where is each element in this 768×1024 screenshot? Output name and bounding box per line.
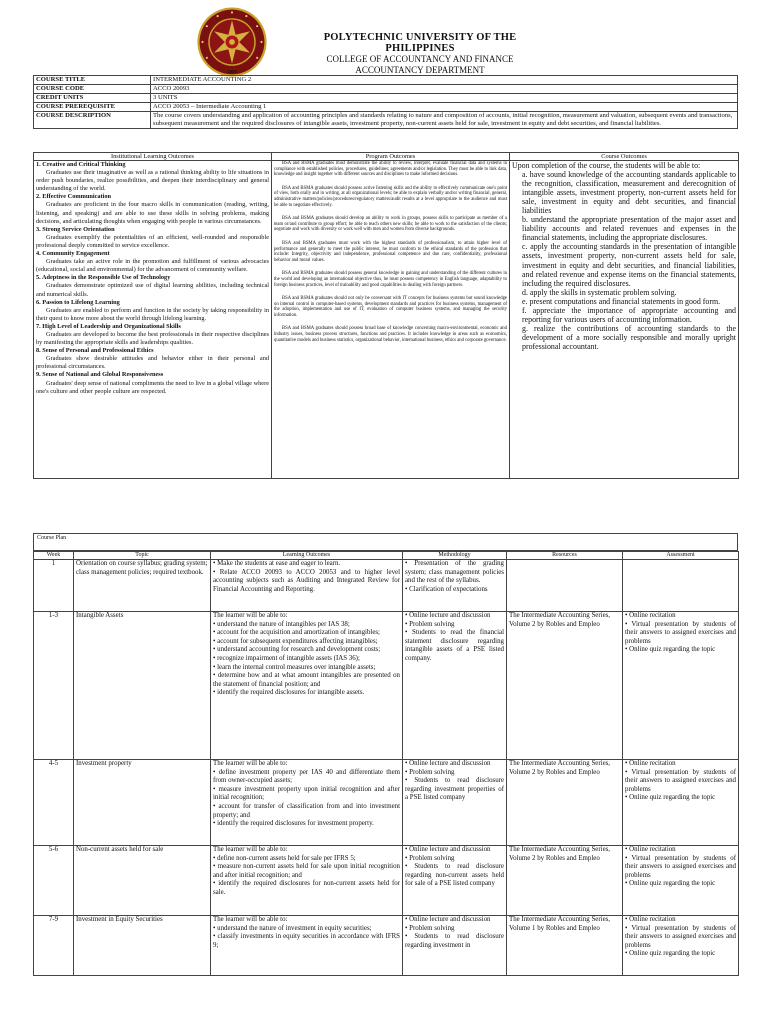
plan-assessment: [623, 612, 739, 760]
methodology-item: • Students to read disclosure regarding non-current assets held for sale of a PSE listed company: [405, 863, 504, 888]
ilo-title: 2. Effective Communication: [36, 193, 112, 201]
info-value: INTERMEDIATE ACCOUNTING 2: [151, 76, 738, 85]
plan-methodology: [403, 846, 507, 916]
ilo-title: 1. Creative and Critical Thinking: [36, 161, 126, 168]
ilo-text: Graduates show desirable attitudes and behavior either in their personal and professional circumstances.: [36, 355, 269, 371]
learning-outcome-item: • recognize impairment of intangible assets (IAS 36);: [213, 654, 360, 662]
plan-assessment: [623, 846, 739, 916]
info-row: [34, 85, 738, 94]
course-plan-table: [33, 551, 739, 976]
info-label: COURSE PREREQUISITE: [34, 103, 151, 112]
university-seal-icon: [196, 6, 268, 78]
ilo-title: 9. Sense of National and Global Responsiveness: [36, 371, 164, 379]
learning-outcome-item: • account for subsequent expenditures affecting intangibles;: [213, 637, 378, 645]
ilo-text: Graduates demonstrate optimized use of digital learning abilities, including technical and numerical skills.: [36, 282, 269, 298]
learning-outcome-item: The learner will be able to:: [213, 916, 288, 923]
info-row: [34, 103, 738, 112]
learning-outcome-item: The learner will be able to:: [213, 612, 288, 619]
ilo-title: 5. Adeptness in the Responsible Use of Technology: [36, 274, 171, 282]
plan-resources: The Intermediate Accounting Series, Volume 1 by Robles and Empleo: [507, 916, 623, 976]
course-outcome-item: g. realize the contributions of accounting standards to the development of a more socially responsible and morally upright professional accountant.: [522, 323, 736, 351]
plan-methodology: [403, 916, 507, 976]
info-value: 3 UNITS: [151, 94, 738, 103]
assessment-item: • Online recitation: [625, 760, 676, 767]
ilo-text: Graduates exemplify the potentialities of an efficient, well-rounded and responsible professional deeply committed to service excellence.: [36, 233, 269, 249]
learning-outcome-item: • classify investments in equity securities in accordance with IFRS 9;: [213, 933, 400, 949]
info-row: [34, 94, 738, 103]
assessment-item: • Online quiz regarding the topic: [625, 950, 716, 958]
plan-resources: The Intermediate Accounting Series, Volume 2 by Robles and Empleo: [507, 846, 623, 916]
info-row: [34, 112, 738, 129]
po-header: Program Outcomes: [272, 153, 510, 161]
info-value: The course covers understanding and application of accounting principles and standards relating to nature and composition of accounts, initial recognition, measurement and valuation, subsequent events and transactions, subsequent measurement and the required disclosures of intangible assets, investment property, non-current assets held for sale, investment in equity and debt securities, and financial liabilities.: [151, 112, 738, 129]
info-label: COURSE TITLE: [34, 76, 151, 85]
program-outcome: BSA and BSMA graduates should possess general knowledge in gaining and understanding of the different cultures in the world and developing an international objective thus, he must possess competency in English language, adaptability to foreign business practices, level of trainability and good capabilities in dealing with foreign partners.: [274, 271, 507, 288]
program-outcome: BSA and BSMA graduates should possess broad base of knowledge concerning macro-environmental, economic and industry issues, business process structures, functions and practices. It includes knowledge in areas such as economics, quantitative models and business statistics, organizational behavior, international business, ethics and corporate governance.: [274, 326, 507, 343]
plan-topic: Non-current assets held for sale: [74, 846, 211, 916]
learning-outcome-item: • learn the internal control measures over intangible assets;: [213, 663, 376, 671]
course-plan-title: Course Plan: [33, 533, 738, 551]
learning-outcome-item: The learner will be able to:: [213, 846, 288, 853]
ilo-text: Graduates are proficient in the four macro skills in communication (reading, writing, listening, and speaking) and are able to use these skills in solving problems, making decisions, and articulating thoughts when engaging with people in various circumstances.: [36, 201, 269, 225]
learning-outcome-item: • define non-current assets held for sale per IFRS 5;: [213, 854, 356, 862]
plan-resources: The Intermediate Accounting Series, Volume 2 by Robles and Empleo: [507, 760, 623, 846]
ilo-cell: [34, 161, 272, 479]
methodology-item: • Students to read disclosure regarding investment properties of a PSE listed company: [405, 777, 504, 802]
program-outcome: BSA and BSMA graduates should develop an ability to work in groups, possess skills to participate as member of a team or/and contribute to group effort; be able to teach others new skills; be able to work to the satisfaction of the clients; negotiate and work with diversity or work well with men and women from diverse backgrounds.: [274, 216, 507, 233]
ilo-title: 7. High Level of Leadership and Organizational Skills: [36, 322, 181, 330]
assessment-item: • Online quiz regarding the topic: [625, 880, 716, 888]
plan-learning-outcomes: [211, 612, 403, 760]
assessment-item: • Virtual presentation by students of their answers to assigned exercises and problems: [625, 620, 736, 645]
plan-resources: The Intermediate Accounting Series, Volume 2 by Robles and Empleo: [507, 612, 623, 760]
assessment-item: • Online quiz regarding the topic: [625, 794, 716, 802]
page-header: [290, 32, 550, 76]
methodology-item: • Online lecture and discussion: [405, 612, 491, 619]
course-outcome-item: c. apply the accounting standards in the presentation of intangible assets, investment property, non-current assets held for sale, investment in equity and debt securities, and financial liabilities, and related revenue and expense items on the financial statements, including the required disclosures.: [522, 242, 736, 288]
program-outcome: BSA and BSMA graduates must demonstrate the ability to review, interpret, evaluate financial data and systems in compliance with established policies, procedures, guidelines; agreements and/or legislation. They must be able to link data, knowledge and insight together with different sources and disciplines to make informed decisions.: [274, 161, 507, 178]
plan-learning-outcomes: [211, 760, 403, 846]
methodology-item: • Clarification of expectations: [405, 585, 488, 593]
learning-outcome-item: The learner will be able to:: [213, 760, 288, 767]
learning-outcome-item: • understand the nature of intangibles per IAS 38;: [213, 620, 350, 628]
ilo-title: 3. Strong Service Orientation: [36, 225, 115, 233]
course-outcome-item: a. have sound knowledge of the accounting standards applicable to the recognition, classification, measurement and derecognition of intangible assets, investment property, non-current assets held for sale, investment in equity and debt securities, and financial liabilities: [522, 170, 736, 216]
learning-outcome-item: • Relate ACCO 20093 to ACCO 20053 and to higher level accounting subjects such as Auditing and Integrated Review for Financial Accounting and Reporting.: [213, 568, 400, 593]
plan-week: 7-9: [34, 916, 74, 976]
col-assessment: Assessment: [623, 552, 739, 560]
plan-topic: Orientation on course syllabus; grading system; class management policies; required textbook.: [74, 560, 211, 612]
department-name: ACCOUNTANCY DEPARTMENT: [355, 65, 485, 75]
learning-outcome-item: • identify the required disclosures for non-current assets held for sale.: [213, 880, 400, 896]
plan-methodology: [403, 612, 507, 760]
col-topic: Topic: [74, 552, 211, 560]
program-outcome: BSA and BSMA graduates should not only be conversant with IT concepts for business systems but sound knowledge on internal control in computer-based systems, development standards and practices for business systems, management of the adoption, implementation and use of IT, evaluation of computer business systems, and managing the security information.: [274, 296, 507, 318]
course-outcome-item: d. apply the skills in systematic problem solving.: [522, 287, 677, 297]
methodology-item: • Problem solving: [405, 924, 455, 932]
plan-topic: Intangible Assets: [74, 612, 211, 760]
ilo-text: Graduates' deep sense of national compliments the need to live in a global village where one's culture and other people culture are respected.: [36, 379, 269, 395]
methodology-item: • Students to read disclosure regarding investment in: [405, 933, 504, 949]
learning-outcome-item: • identify the required disclosures for investment property.: [213, 820, 374, 828]
methodology-item: • Online lecture and discussion: [405, 760, 491, 767]
ilo-title: 6. Passion to Lifelong Learning: [36, 298, 120, 306]
assessment-item: • Online quiz regarding the topic: [625, 646, 716, 654]
ilo-header: Institutional Learning Outcomes: [34, 153, 272, 161]
po-cell: [272, 161, 510, 479]
college-name: COLLEGE OF ACCOUNTANCY AND FINANCE: [326, 54, 514, 64]
col-resources: Resources: [507, 552, 623, 560]
assessment-item: • Virtual presentation by students of their answers to assigned exercises and problems: [625, 924, 736, 949]
learning-outcome-item: • define investment property per IAS 40 and differentiate them from owner-occupied assets;: [213, 768, 400, 785]
course-outcome-item: e. present computations and financial statements in good form.: [522, 296, 721, 306]
learning-outcome-item: • Make the students at ease and eager to learn.: [213, 560, 341, 567]
ilo-text: Graduates are enabled to perform and function in the society by taking responsibility in their quest to know more about the world through lifelong learning.: [36, 306, 269, 322]
learning-outcome-item: • measure investment property upon initial recognition and after initial recognition;: [213, 785, 400, 802]
methodology-item: • Problem solving: [405, 620, 455, 628]
plan-methodology: [403, 560, 507, 612]
co-intro: Upon completion of the course, the students will be able to:: [512, 161, 701, 170]
learning-outcome-item: • account for the acquisition and amortization of intangibles;: [213, 629, 380, 637]
outcomes-table: [33, 152, 739, 479]
co-cell: [510, 161, 739, 479]
learning-outcome-item: • determine how and at what amount intangibles are presented on the statement of financial position; and: [213, 672, 400, 688]
plan-resources: [507, 560, 623, 612]
program-outcome: BSA and BSMA graduates should possess active listening skills and the ability to effectively communicate one's point of view, both orally and in writing, at all organizational levels; be able to explain verbally and/or writing financial, general, administrative matters/policies/procedures/regulatory matters/audit results at a level appropriate to the audience and must be able to negotiate effectively.: [274, 185, 507, 208]
plan-row: [34, 612, 739, 760]
ilo-title: 8. Sense of Personal and Professional Ethics: [36, 347, 154, 355]
assessment-item: • Online recitation: [625, 846, 676, 853]
col-learning-outcomes: Learning Outcomes: [211, 552, 403, 560]
plan-topic: Investment in Equity Securities: [74, 916, 211, 976]
plan-assessment: [623, 760, 739, 846]
info-row: [34, 76, 738, 85]
plan-learning-outcomes: [211, 846, 403, 916]
methodology-item: • Online lecture and discussion: [405, 846, 491, 853]
learning-outcome-item: • understand accounting for research and development costs;: [213, 646, 381, 654]
plan-topic: Investment property: [74, 760, 211, 846]
course-info-table: [33, 75, 738, 129]
info-label: COURSE CODE: [34, 85, 151, 94]
methodology-item: • Presentation of the grading system; class management policies and the rest of the syllabus.: [405, 560, 504, 585]
plan-week: 5-6: [34, 846, 74, 916]
plan-assessment: [623, 560, 739, 612]
ilo-text: Graduates take an active role in the promotion and fulfillment of various advocacies (educational, social and environmental) for the advancement of community welfare.: [36, 258, 269, 274]
course-outcome-item: b. understand the appropriate presentation of the major asset and liability accounts and related revenues and expenses in the financial statements, including the appropriate disclosures.: [522, 215, 736, 243]
info-value: ACCO 20053 – Intermediate Accounting 1: [151, 103, 738, 112]
methodology-item: • Online lecture and discussion: [405, 916, 491, 923]
learning-outcome-item: • account for transfer of classification from and into investment property; and: [213, 802, 400, 819]
plan-row: [34, 760, 739, 846]
info-label: CREDIT UNITS: [34, 94, 151, 103]
assessment-item: • Online recitation: [625, 612, 676, 619]
col-methodology: Methodology: [403, 552, 507, 560]
co-header: Course Outcomes: [510, 153, 739, 161]
plan-learning-outcomes: [211, 560, 403, 612]
ilo-text: Graduates use their imaginative as well as a rational thinking ability to life situations in order push boundaries, realize possibilities, and deepen their interdisciplinary and general understanding of the world.: [36, 169, 269, 193]
plan-week: 1-3: [34, 612, 74, 760]
ilo-text: Graduates are developed to become the best professionals in their respective disciplines by manifesting the appropriate skills and leaderships qualities.: [36, 330, 269, 347]
assessment-item: • Virtual presentation by students of their answers to assigned exercises and problems: [625, 768, 736, 793]
plan-assessment: [623, 916, 739, 976]
info-label: COURSE DESCRIPTION: [34, 112, 151, 129]
methodology-item: • Problem solving: [405, 768, 455, 776]
university-name: POLYTECHNIC UNIVERSITY OF THE PHILIPPINES: [323, 32, 517, 54]
course-outcome-item: f. appreciate the importance of appropriate accounting and reporting for various users of accounting information.: [522, 305, 736, 324]
methodology-item: • Problem solving: [405, 854, 455, 862]
learning-outcome-item: • measure non-current assets held for sale upon initial recognition and after initial recognition; and: [213, 863, 400, 879]
plan-row: [34, 846, 739, 916]
assessment-item: • Online recitation: [625, 916, 676, 923]
methodology-item: • Students to read the financial statement disclosure regarding intangible assets of a PSE listed company.: [405, 629, 504, 662]
learning-outcome-item: • identify the required disclosures for intangible assets.: [213, 689, 365, 697]
plan-week: 4-5: [34, 760, 74, 846]
col-week: Week: [34, 552, 74, 560]
plan-week: 1: [34, 560, 74, 612]
plan-row: [34, 560, 739, 612]
seal-year: 1904: [227, 68, 237, 74]
assessment-item: • Virtual presentation by students of their answers to assigned exercises and problems: [625, 854, 736, 879]
plan-row: [34, 916, 739, 976]
plan-learning-outcomes: [211, 916, 403, 976]
info-value: ACCO 20093: [151, 85, 738, 94]
ilo-title: 4. Community Engagement: [36, 250, 110, 258]
program-outcome: BSA and BSMA graduates must work with the highest standards of professionalism, to attain higher level of performance and generally to meet the public interest, he must conform to the ethical standards of the profession that include: Integrity, objectivity and independence, professional competence and due care, confidentiality, professional behavior and moral values.: [274, 240, 507, 263]
plan-methodology: [403, 760, 507, 846]
learning-outcome-item: • understand the nature of investment in equity securities;: [213, 924, 372, 932]
